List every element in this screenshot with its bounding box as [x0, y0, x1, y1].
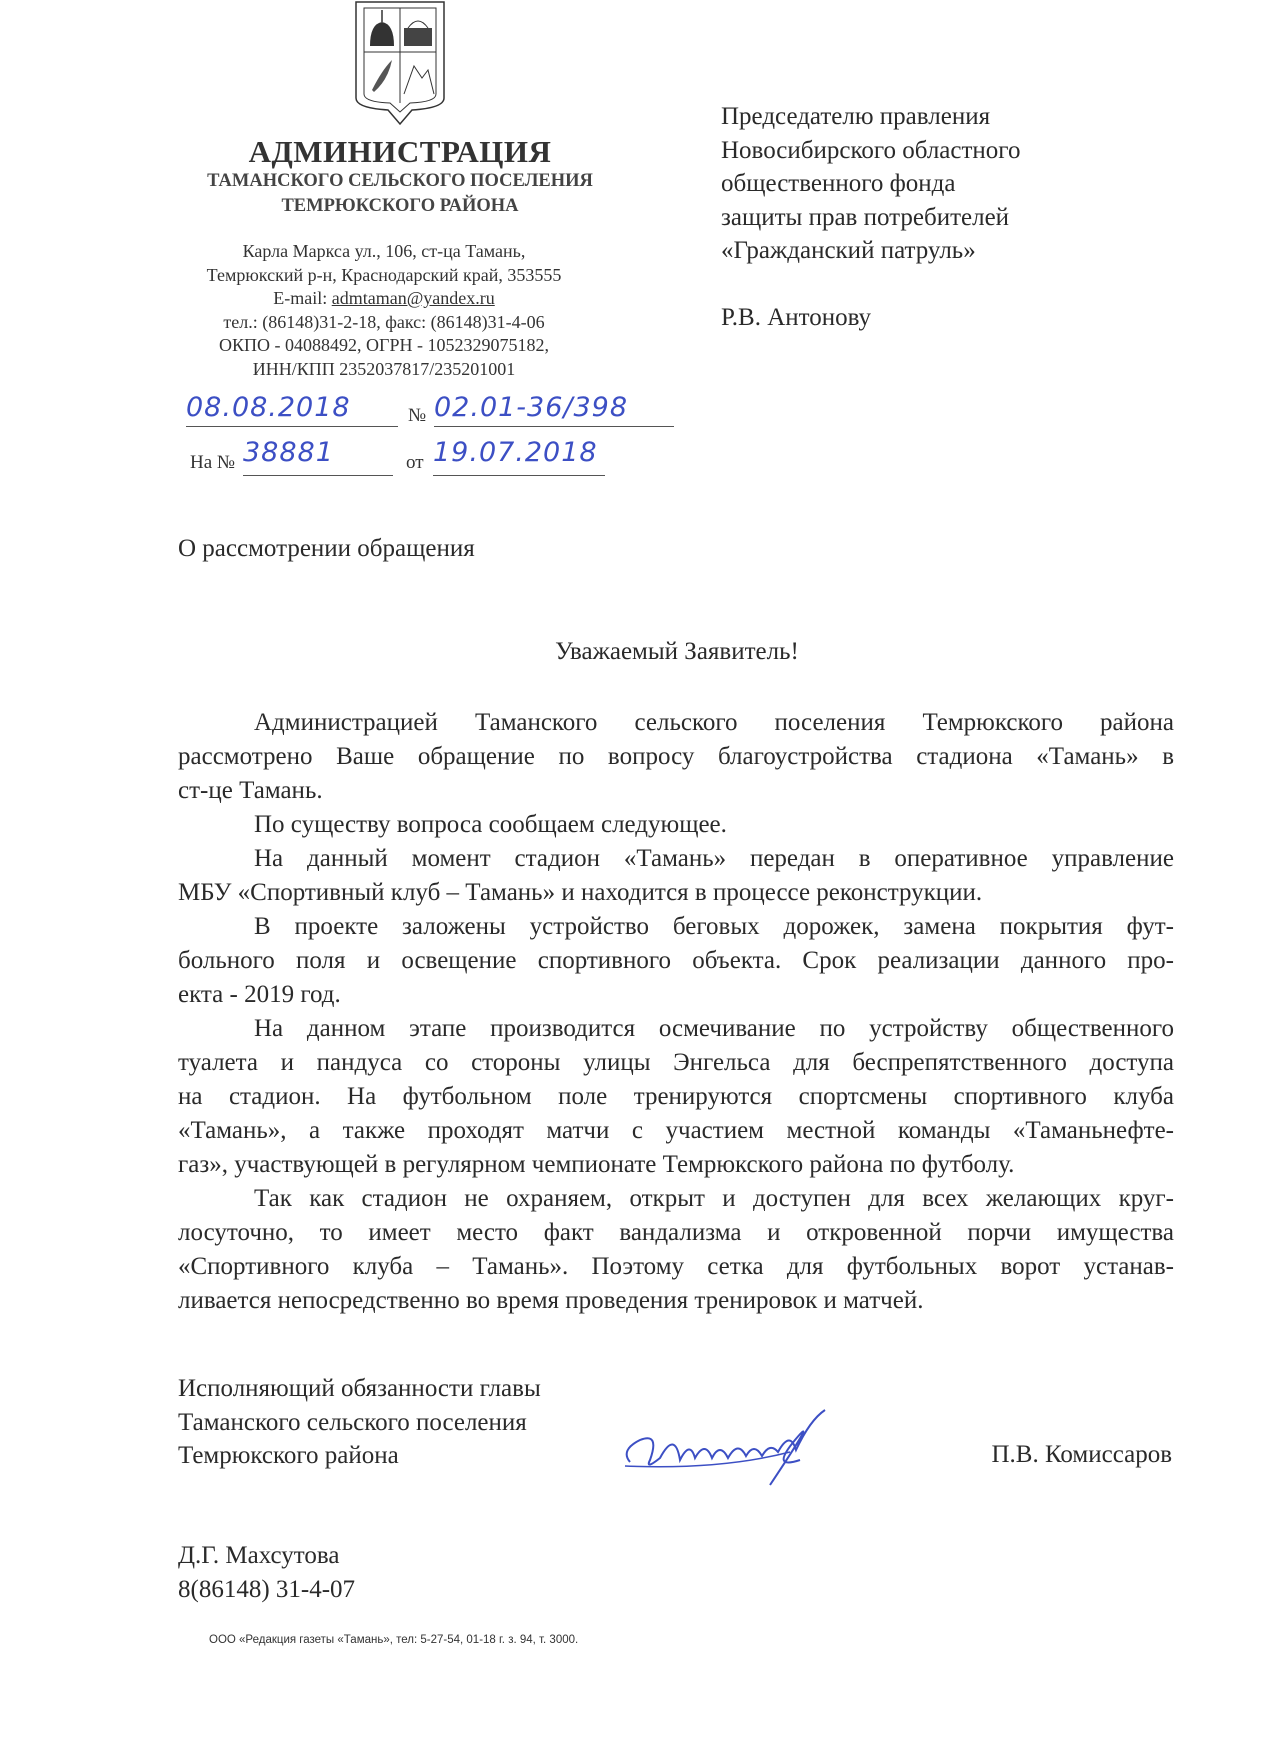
body-line: МБУ «Спортивный клуб – Тамань» и находится в процессе реконструкции. — [178, 879, 983, 906]
position-line: Темрюкского района — [178, 1442, 399, 1469]
letterhead-address — [134, 240, 634, 381]
subject-line: О рассмотрении обращения — [178, 535, 475, 562]
recipient-line: «Гражданский патруль» — [721, 237, 976, 264]
body-line: На данный момент стадион «Тамань» передан в оперативное управление — [254, 845, 1174, 872]
codes-line: ОКПО - 04088492, ОГРН - 1052329075182, — [219, 335, 549, 355]
letter-body — [178, 706, 1174, 1318]
executor-block — [178, 1539, 355, 1606]
coat-of-arms-logo — [352, 0, 448, 126]
position-line: Таманского сельского поселения — [178, 1408, 527, 1436]
address-line: Темрюкский р-н, Краснодарский край, 353555 — [206, 264, 562, 285]
inn-line: ИНН/КПП 2352037817/235201001 — [252, 358, 516, 379]
email-line — [134, 287, 634, 311]
body-line: По существу вопроса сообщаем следующее. — [254, 811, 727, 838]
reply-label: На № — [190, 452, 236, 473]
body-line: ливается непосредственно во время проведения тренировок и матчей. — [178, 1287, 924, 1314]
body-line: В проекте заложены устройство беговых дорожек, замена покрытия фут- — [254, 913, 1174, 940]
body-line: на стадион. На футбольном поле тренируются спортсмены спортивного клуба — [178, 1083, 1174, 1110]
body-line: рассмотрено Ваше обращение по вопросу благоустройства стадиона «Тамань» в — [178, 743, 1174, 770]
email-link[interactable]: admtaman@yandex.ru — [331, 288, 495, 308]
body-line: ст-це Тамань. — [178, 777, 323, 804]
organization-title: АДМИНИСТРАЦИЯ — [248, 134, 552, 169]
outgoing-number: 02.01-36/398 — [434, 392, 674, 427]
handwritten-signature — [620, 1400, 860, 1490]
organization-subtitle: ТАМАНСКОГО СЕЛЬСКОГО ПОСЕЛЕНИЯ — [207, 171, 593, 191]
organization-subtitle: ТЕМРЮКСКОГО РАЙОНА — [281, 196, 519, 216]
executor-phone: 8(86148) 31-4-07 — [178, 1575, 356, 1603]
number-label: № — [408, 405, 427, 426]
executor-name: Д.Г. Махсутова — [178, 1542, 340, 1569]
body-line: «Спортивного клуба – Тамань». Поэтому сетка для футбольных ворот устанав- — [178, 1253, 1174, 1280]
recipient-name: Р.В. Антонову — [721, 303, 872, 331]
body-line: На данном этапе производится осмечивание по устройству общественного — [254, 1015, 1174, 1042]
body-line: Так как стадион не охраняем, открыт и доступен для всех желающих круг- — [254, 1185, 1174, 1212]
recipient-block — [721, 100, 1020, 334]
position-line: Исполняющий обязанности главы — [178, 1375, 541, 1402]
from-label: от — [406, 452, 424, 473]
body-line: екта - 2019 год. — [178, 981, 341, 1008]
email-label: E-mail: — [273, 288, 332, 308]
printer-footer: ООО «Редакция газеты «Тамань», тел: 5-27-54, 01-18 г. з. 94, т. 3000. — [209, 1634, 579, 1646]
signatory-name: П.В. Комиссаров — [991, 1441, 1172, 1468]
body-line: лосуточно, то имеет место факт вандализма и откровенной порчи имущества — [178, 1219, 1174, 1246]
recipient-line: общественного фонда — [721, 170, 956, 197]
signatory-position — [178, 1372, 541, 1473]
recipient-line: Председателю правления — [721, 103, 991, 130]
body-line: туалета и пандуса со стороны улицы Энгельса для беспрепятственного доступа — [178, 1049, 1174, 1076]
body-line: Администрацией Таманского сельского поселения Темрюкского района — [254, 709, 1174, 736]
body-line: «Тамань», а также проходят матчи с участием местной команды «Таманьнефте- — [178, 1117, 1174, 1144]
phone-line: тел.: (86148)31-2-18, факс: (86148)31-4-06 — [223, 311, 545, 332]
greeting: Уважаемый Заявитель! — [555, 638, 799, 665]
address-line: Карла Маркса ул., 106, ст-ца Тамань, — [242, 241, 526, 261]
outgoing-date: 08.08.2018 — [186, 392, 398, 427]
recipient-line: Новосибирского областного — [721, 136, 1021, 164]
reply-date: 19.07.2018 — [433, 437, 605, 476]
body-line: газ», участвующей в регулярном чемпионате Темрюкского района по футболу. — [178, 1151, 1015, 1178]
recipient-line: защиты прав потребителей — [721, 203, 1010, 231]
body-line: больного поля и освещение спортивного объекта. Срок реализации данного про- — [178, 947, 1174, 974]
reply-number: 38881 — [243, 437, 393, 476]
